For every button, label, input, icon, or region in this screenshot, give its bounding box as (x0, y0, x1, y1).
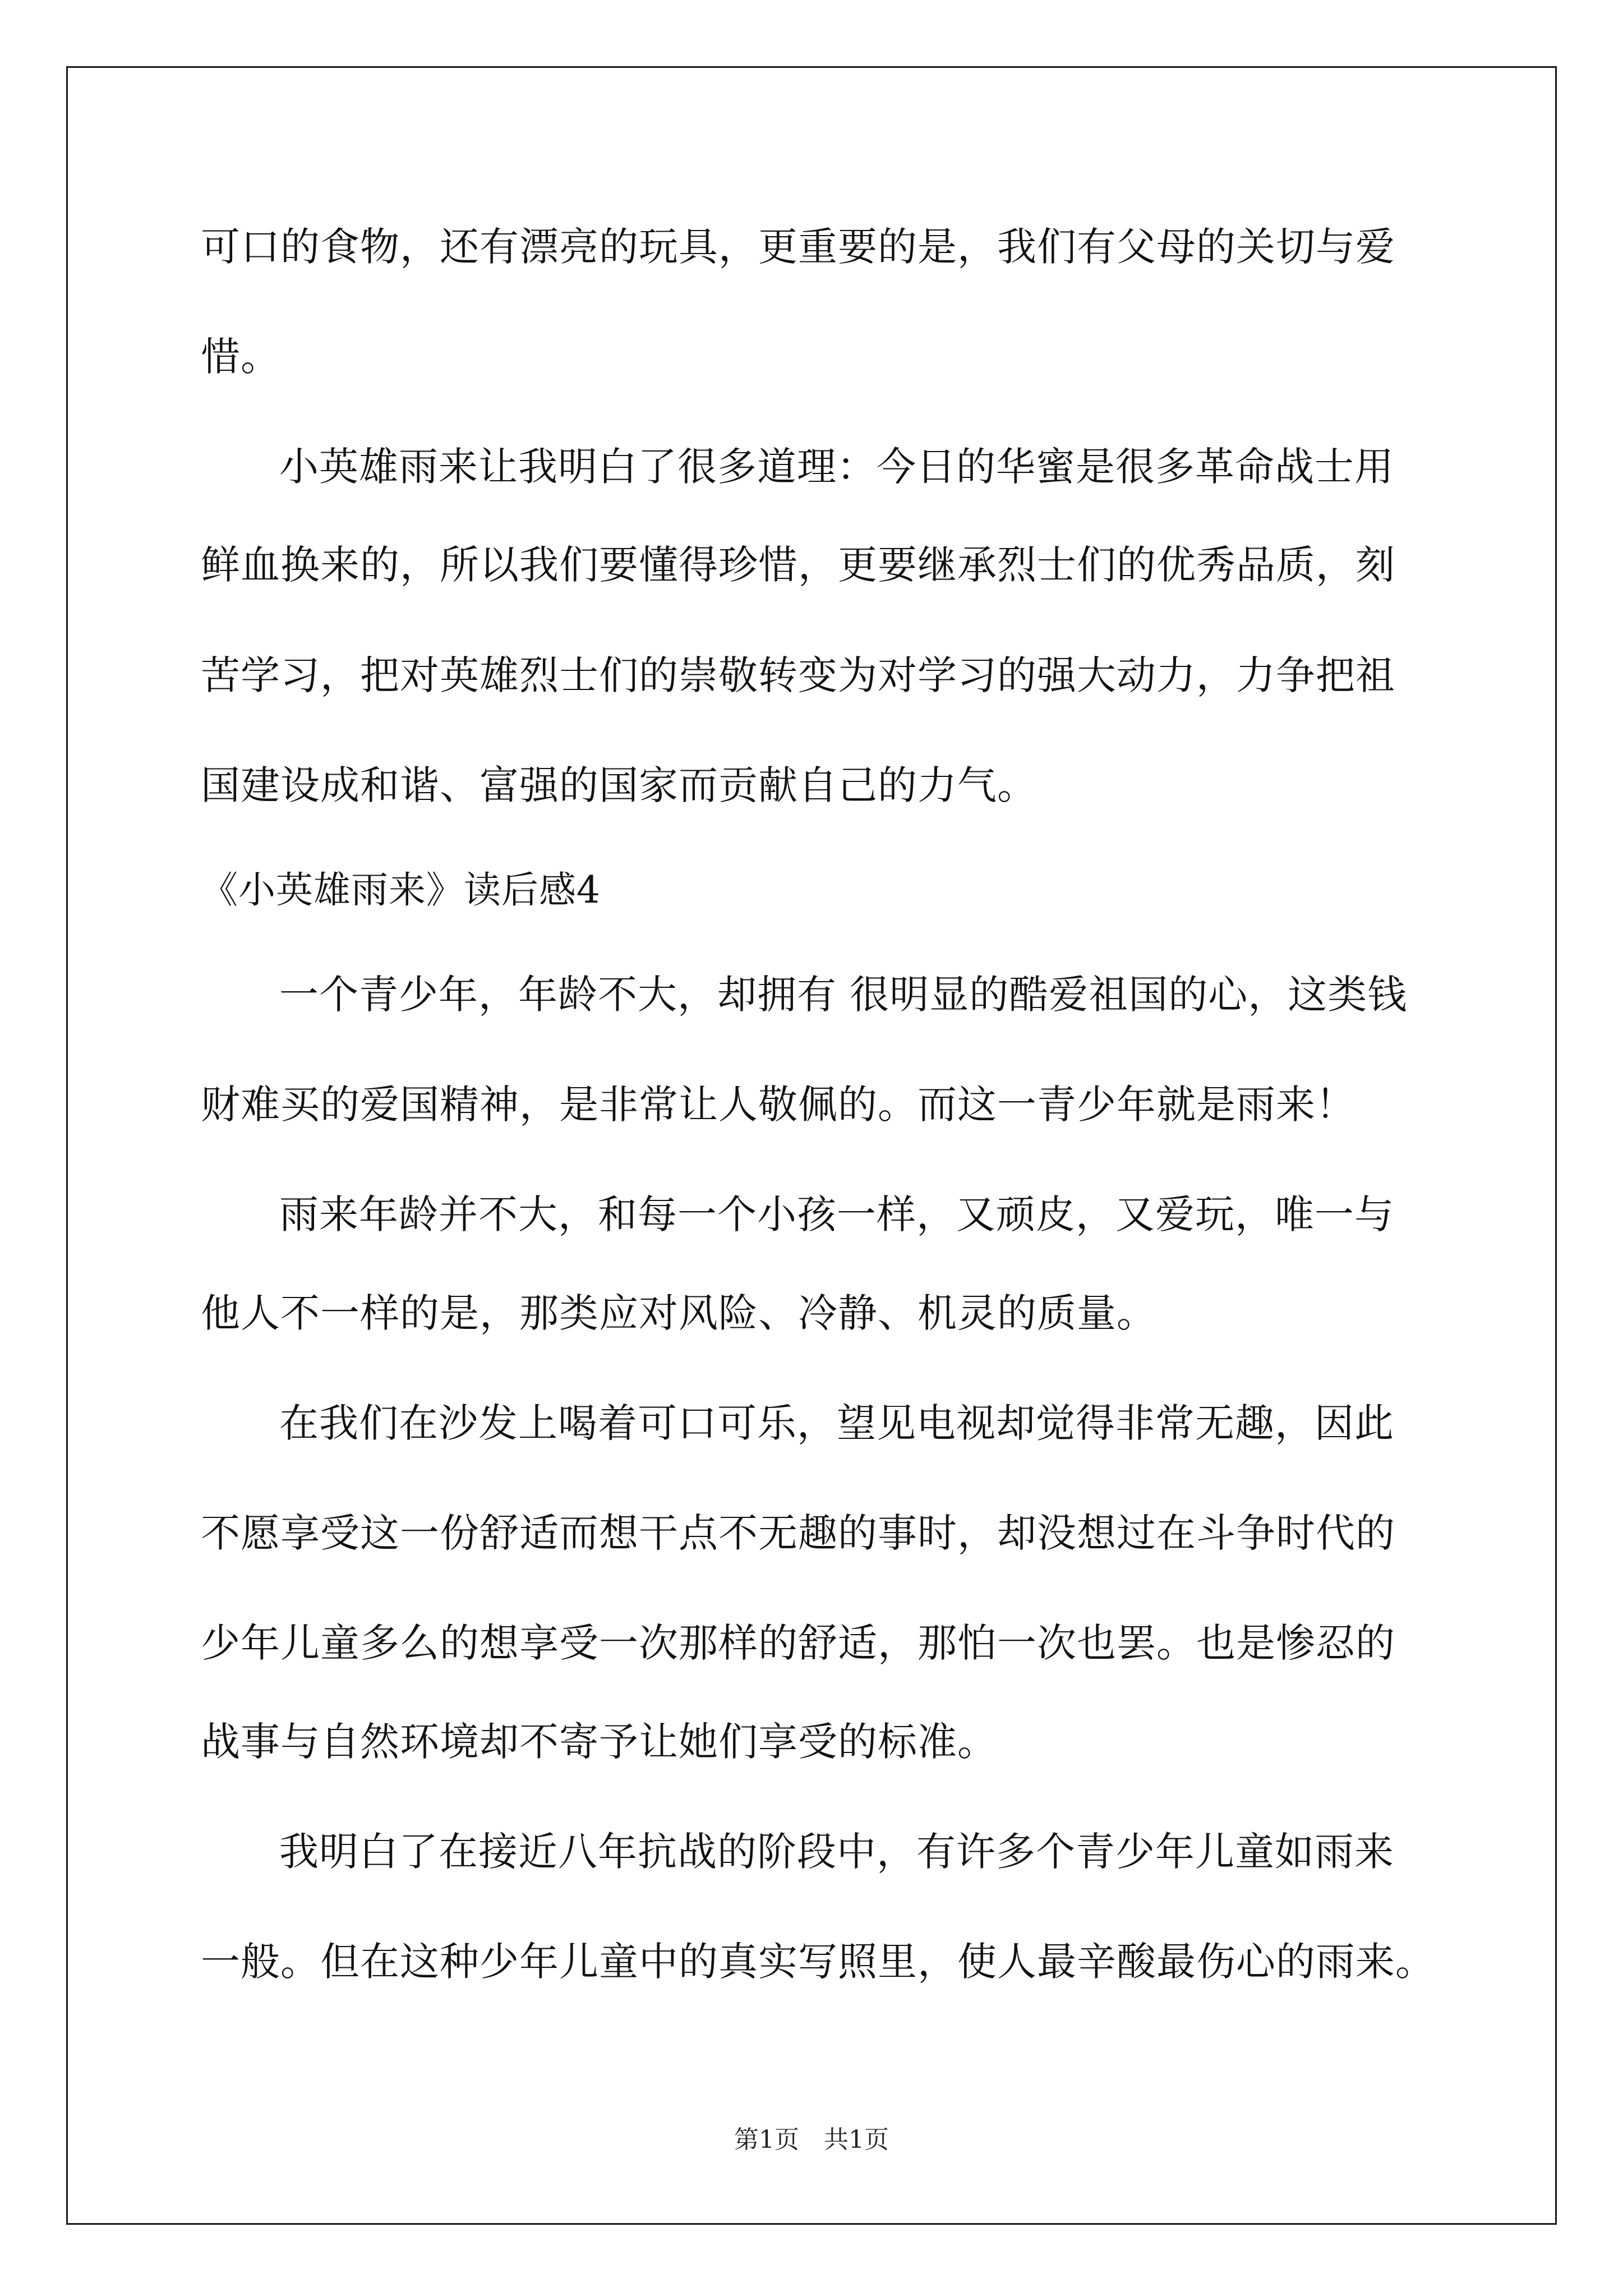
paragraph-line: 鲜血换来的，所以我们要懂得珍惜，更要继承烈士们的优秀品质，刻 (201, 542, 1395, 588)
paragraph-line: 苦学习，把对英雄烈士们的崇敬转变为对学习的强大动力，力争把祖 (201, 652, 1395, 698)
paragraph-line: 可口的食物，还有漂亮的玩具，更重要的是，我们有父母的关切与爱 (201, 224, 1395, 270)
paragraph-line: 在我们在沙发上喝着可口可乐，望见电视却觉得非常无趣，因此 (279, 1400, 1394, 1446)
paragraph-line: 我明白了在接近八年抗战的阶段中，有许多个青少年儿童如雨来 (279, 1829, 1394, 1875)
page-footer: 第1页 共1页 (734, 2125, 889, 2154)
paragraph-line: 小英雄雨来让我明白了很多道理：今日的华蜜是很多革命战士用 (279, 444, 1394, 490)
page-border (66, 66, 1557, 2225)
paragraph-line: 战事与自然环境却不寄予让她们享受的标准。 (201, 1719, 997, 1765)
paragraph-line: 不愿享受这一份舒适而想干点不无趣的事时，却没想过在斗争时代的 (201, 1510, 1395, 1556)
paragraph-line: 一个青少年，年龄不大，却拥有 很明显的酷爱祖国的心，这类钱 (279, 972, 1408, 1018)
paragraph-line: 财难买的爱国精神，是非常让人敬佩的。而这一青少年就是雨来！ (201, 1082, 1355, 1128)
paragraph-line: 一般。但在这种少年儿童中的真实写照里，使人最辛酸最伤心的雨来。 (201, 1939, 1435, 1985)
paragraph-line: 雨来年龄并不大，和每一个小孩一样，又顽皮，又爱玩，唯一与 (279, 1191, 1394, 1237)
paragraph-line: 少年儿童多么的想享受一次那样的舒适，那怕一次也罢。也是惨忍的 (201, 1620, 1395, 1666)
section-heading: 《小英雄雨来》读后感4 (201, 868, 601, 912)
paragraph-line: 他人不一样的是，那类应对风险、冷静、机灵的质量。 (201, 1290, 1156, 1336)
paragraph-line: 国建设成和谐、富强的国家而贡献自己的力气。 (201, 762, 1037, 808)
paragraph-line: 惜。 (201, 334, 280, 380)
